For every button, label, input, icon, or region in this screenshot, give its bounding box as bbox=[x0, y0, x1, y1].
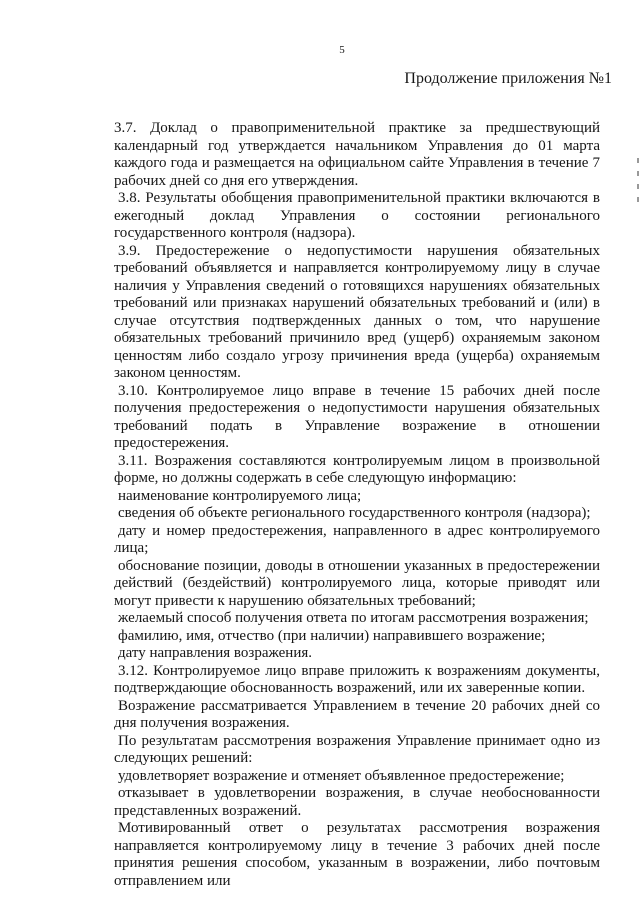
paragraph-decisions-intro: По результатам рассмотрения возражения Управление принимает одно из следующих решений: bbox=[114, 732, 600, 766]
list-item-objection-answer-method: желаемый способ получения ответа по итогам рассмотрения возражения; bbox=[118, 610, 589, 626]
document-body bbox=[114, 120, 600, 890]
list-item-objection-object: сведения об объекте регионального государственного контроля (надзора); bbox=[118, 505, 591, 521]
paragraph-review-period: Возражение рассматривается Управлением в течение 20 рабочих дней со дня получения возражения. bbox=[114, 697, 600, 731]
scan-edge-marks bbox=[636, 150, 640, 210]
list-item-objection-date-number: дату и номер предостережения, направленного в адрес контролируемого лица; bbox=[114, 522, 600, 556]
list-item-objection-sender: фамилию, имя, отчество (при наличии) направившего возражение; bbox=[118, 627, 546, 644]
paragraph-3-7: 3.7. Доклад о правоприменительной практике за предшествующий календарный год утверждается начальником Управления до 01 марта каждого года и размещается на официальном сайте Управления в течение 7 рабочих дней со дня его утверждения. bbox=[114, 120, 600, 189]
paragraph-reasoned-answer: Мотивированный ответ о результатах рассмотрения возражения направляется контролируемому лицу в течение 3 рабочих дней после принятия решения способом, указанным в возражении, либо почтовым отправлением или bbox=[114, 820, 600, 889]
list-item-decision-satisfy: удовлетворяет возражение и отменяет объявленное предостережение; bbox=[118, 767, 565, 784]
list-item-decision-refuse: отказывает в удовлетворении возражения, в случае необоснованности представленных возражений. bbox=[114, 785, 600, 819]
paragraph-3-8: 3.8. Результаты обобщения правоприменительной практики включаются в ежегодный доклад Управления о состоянии регионального государственного контроля (надзора). bbox=[114, 190, 600, 241]
paragraph-3-11: 3.11. Возражения составляются контролируемым лицом в произвольной форме, но должны содержать в себе следующую информацию: bbox=[114, 452, 600, 486]
paragraph-3-10: 3.10. Контролируемое лицо вправе в течение 15 рабочих дней после получения предостережения о недопустимости нарушения обязательных требований подать в Управление возражение в отношении предостережения. bbox=[114, 382, 600, 451]
list-item-objection-name: наименование контролируемого лица; bbox=[118, 487, 362, 504]
list-item-objection-reasoning: обоснование позиции, доводы в отношении указанных в предостережении действий (бездействий) контролируемого лица, которые приводят или могут привести к нарушению обязательных требований; bbox=[114, 557, 600, 609]
list-item-objection-date-sent: дату направления возражения. bbox=[118, 645, 313, 661]
paragraph-3-9: 3.9. Предостережение о недопустимости нарушения обязательных требований объявляется и направляется контролируемому лицу в случае наличия у Управления сведений о готовящихся нарушениях обязательных требований или признаках нарушений обязательных требований и (или) в случае отсутствия подтвержденных данных о том, что нарушение обязательных требований причинило вред (ущерб) охраняемым законом ценностям либо создало угрозу причинения вреда (ущерба) охраняемым законом ценностям. bbox=[114, 242, 600, 381]
appendix-continuation-note: Продолжение приложения №1 bbox=[404, 70, 612, 87]
page-number: 5 bbox=[339, 44, 345, 56]
paragraph-3-12: 3.12. Контролируемое лицо вправе приложить к возражениям документы, подтверждающие обоснованность возражений, или их заверенные копии. bbox=[114, 662, 600, 696]
